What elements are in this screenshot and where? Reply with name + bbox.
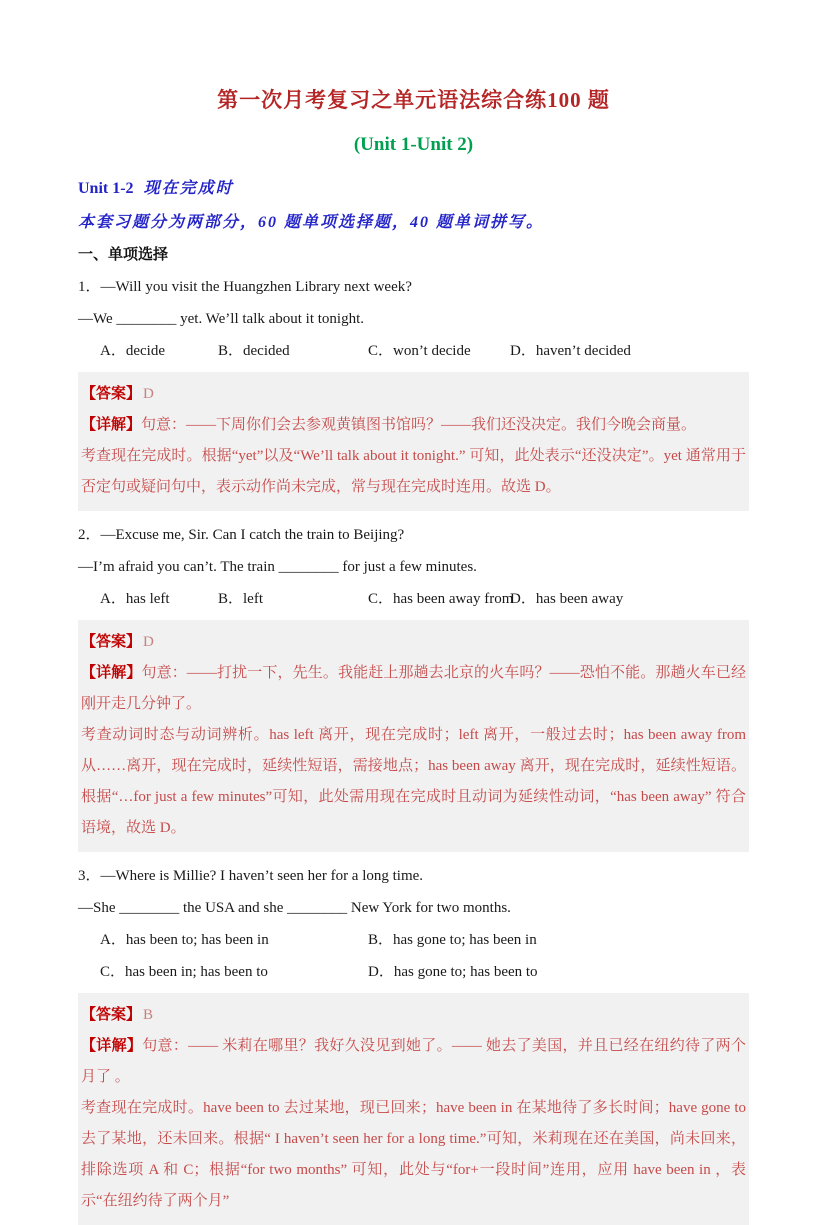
answer-block (78, 372, 749, 511)
answer-block (78, 993, 749, 1225)
option-item-c: C．has been away from (368, 591, 514, 607)
option-item-d: D．has been away (510, 591, 624, 607)
document-page (78, 0, 749, 1225)
option-item-a: A．has been to; has been in (100, 932, 269, 948)
detail-label: 【详解】 (81, 417, 142, 433)
question-stem-line: 2．—Excuse me, Sir. Can I catch the train to Beijing? (78, 527, 405, 543)
question-block-3 (78, 860, 749, 1225)
detail-paragraph-analysis: 考查动词时态与动词辨析。has left 离开，现在完成时；left 离开，一般过去时；has been away from 从……离开，现在完成时，延续性短语，需接地点；has been away 离开，现在完成时，延续性短语。根据“…for just a few minutes”可知，此处需用现在完成时且动词为延续性动词，“has been away” 符合语境，故选 D。 (81, 727, 746, 836)
exercise-note-handwritten: 本套习题分为两部分，60 题单项选择题，40 题单词拼写。 (78, 214, 545, 231)
answer-label: 【答案】 (81, 1007, 142, 1023)
answer-line (81, 379, 746, 410)
option-item-b: B．has gone to; has been in (368, 932, 537, 948)
question-number: 1． (78, 279, 101, 295)
unit-topic-handwritten: 现在完成时 (143, 180, 234, 197)
option-item-c: C．won’t decide (368, 343, 471, 359)
question-stem-line: —She ________ the USA and she ________ New York for two months. (78, 900, 511, 916)
option-item-d: D．has gone to; has been to (368, 964, 538, 980)
question-number: 2． (78, 527, 101, 543)
option-item-a: A．has left (100, 591, 170, 607)
unit-label: Unit 1-2 (78, 180, 134, 197)
unit-heading (78, 175, 749, 198)
document-subtitle: (Unit 1-Unit 2) (353, 134, 474, 155)
question-stem-line: —I’m afraid you can’t. The train ________ for just a few minutes. (78, 559, 477, 575)
detail-paragraph-analysis: 考查现在完成时。have been to 去过某地，现已回来；have been in 在某地待了多长时间；have gone to 去了某地，还未回来。根据“ I haven’t seen her for a long time.”可知，米莉现在还在美国，尚未回来，排除选项 A 和 C；根据“for two months” 可知，此处与“for+一段时间”连用，应用 have been in ，表示“在纽约待了两个月” (81, 1100, 746, 1209)
option-item-b: B．decided (218, 343, 290, 359)
question-number: 3． (78, 868, 101, 884)
document-title: 第一次月考复习之单元语法综合练100 题 (217, 88, 610, 112)
detail-label: 【详解】 (81, 1038, 143, 1054)
answer-label: 【答案】 (81, 634, 142, 650)
answer-line (81, 1000, 746, 1031)
detail-paragraph-analysis: 考查现在完成时。根据“yet”以及“We’ll talk about it tonight.” 可知，此处表示“还没决定”。yet 通常用于否定句或疑问句中，表示动作尚未完成，常与现在完成时连用。故选 D。 (81, 448, 746, 495)
answer-value: D (143, 386, 154, 402)
options-row (78, 335, 749, 367)
option-item-c: C．has been in; has been to (100, 964, 268, 980)
question-block-1 (78, 271, 749, 511)
options-row (78, 924, 749, 988)
question-stem-line: 1．—Will you visit the Huangzhen Library next week? (78, 279, 412, 295)
option-item-d: D．haven’t decided (510, 343, 631, 359)
detail-paragraph-meaning: 【详解】句意：——打扰一下，先生。我能赶上那趟去北京的火车吗？——恐怕不能。那趟火车已经刚开走几分钟了。 (81, 665, 746, 712)
section-heading: 一、单项选择 (78, 246, 169, 263)
detail-label: 【详解】 (81, 665, 142, 681)
question-stem-line: 3．—Where is Millie? I haven’t seen her for a long time. (78, 868, 424, 884)
options-row (78, 583, 749, 615)
detail-paragraph-meaning: 【详解】句意：——下周你们会去参观黄镇图书馆吗？——我们还没决定。我们今晚会商量。 (81, 417, 697, 433)
option-item-a: A．decide (100, 343, 165, 359)
question-stem-line: —We ________ yet. We’ll talk about it tonight. (78, 311, 365, 327)
answer-block (78, 620, 749, 852)
answer-label: 【答案】 (81, 386, 142, 402)
answer-value: B (143, 1007, 154, 1023)
answer-line (81, 627, 746, 658)
option-item-b: B．left (218, 591, 263, 607)
detail-paragraph-meaning: 【详解】句意：—— 米莉在哪里？我好久没见到她了。—— 她去了美国，并且已经在纽约待了两个月了 。 (81, 1038, 746, 1085)
answer-value: D (143, 634, 154, 650)
question-block-2 (78, 519, 749, 852)
